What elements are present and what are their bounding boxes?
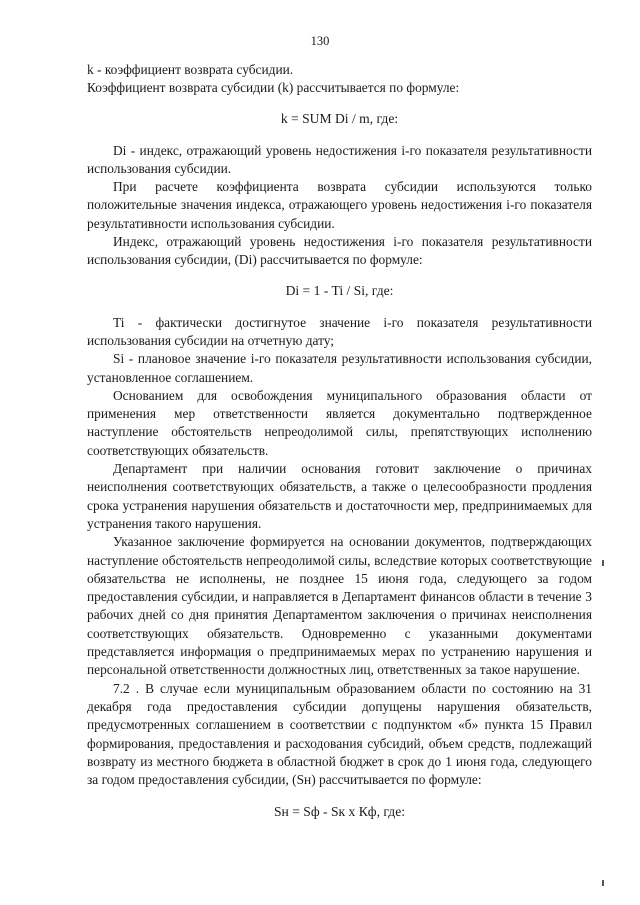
formula-k: k = SUM Di / m, где: — [280, 110, 399, 126]
paragraph-conclusion-formation: Указанное заключение формируется на основании документов, подтверждающих наступление обстоятельств непреодолимой силы, вследствие которых соответствующие обязательства не исполнены, не позднее 15 июня года, следующего за годом предоставления субсидии, и направляется в Департамент финансов области в течение 3 рабочих дней со дня принятия Департаментом заключения о причинах неисполнения соответствующих обязательств. Одновременно с указанными документами представляется информация о предпринимаемых мерах по устранению нарушения и персональной ответственности должностных лиц, ответственных за такое нарушение. — [87, 534, 592, 678]
paragraph-text: k - коэффициент возврата субсидии. — [87, 62, 294, 77]
margin-mark — [602, 560, 604, 566]
formula-sn: Sн = Sф - Sк x Кф, где: — [273, 804, 406, 820]
paragraph-di-formula-intro: Индекс, отражающий уровень недостижения i-го показателя результативности использования субсидии, (Di) рассчитывается по формуле: — [87, 234, 592, 268]
paragraph-7-2: 7.2 . В случае если муниципальным образованием области по состоянию на 31 декабря года предоставления субсидии допущены нарушения обязательств, предусмотренных соглашением в соответствии с подпунктом «б» пункта 15 Правил формирования, предоставления и расходования субсидий, объем средств, подлежащий возврату из местного бюджета в областной бюджет в срок до 1 июня года, следующего за годом предоставления субсидии, (Sн) рассчитывается по формуле: — [87, 680, 592, 788]
margin-mark — [602, 880, 604, 886]
paragraph-department-conclusion: Департамент при наличии основания готовит заключение о причинах неисполнения соответствующих обязательств, а также о целесообразности продления срока устранения нарушения обязательств и достаточности мер, предпринимаемых для устранения такого нарушения. — [87, 461, 592, 531]
formula-di: Di = 1 - Ti / Si, где: — [285, 282, 394, 298]
page-number: 130 — [310, 34, 330, 48]
paragraph-k-formula-intro — [87, 79, 592, 97]
document-body — [87, 61, 592, 835]
paragraph-force-majeure: Основанием для освобождения муниципального образования области от применения мер ответственности является документально подтвержденное наступление обстоятельств непреодолимой силы, препятствующих исполнению соответствующих обязательств. — [87, 387, 592, 458]
paragraph-k-definition — [87, 61, 592, 79]
paragraph-text: Коэффициент возврата субсидии (k) рассчитывается по формуле: — [87, 80, 460, 96]
paragraph-ti-definition: Ti - фактически достигнутое значение i-го показателя результативности использования субсидии на отчетную дату; — [87, 314, 592, 348]
paragraph-si-definition: Si - плановое значение i-го показателя результативности использования субсидии, установленное соглашением. — [87, 351, 592, 385]
paragraph-positive-values: При расчете коэффициента возврата субсидии используются только положительные значения индекса, отражающего уровень недостижения i-го показателя результативности использования субсидии. — [87, 179, 592, 231]
paragraph-di-definition: Di - индекс, отражающий уровень недостижения i-го показателя результативности использования субсидии. — [87, 142, 592, 176]
